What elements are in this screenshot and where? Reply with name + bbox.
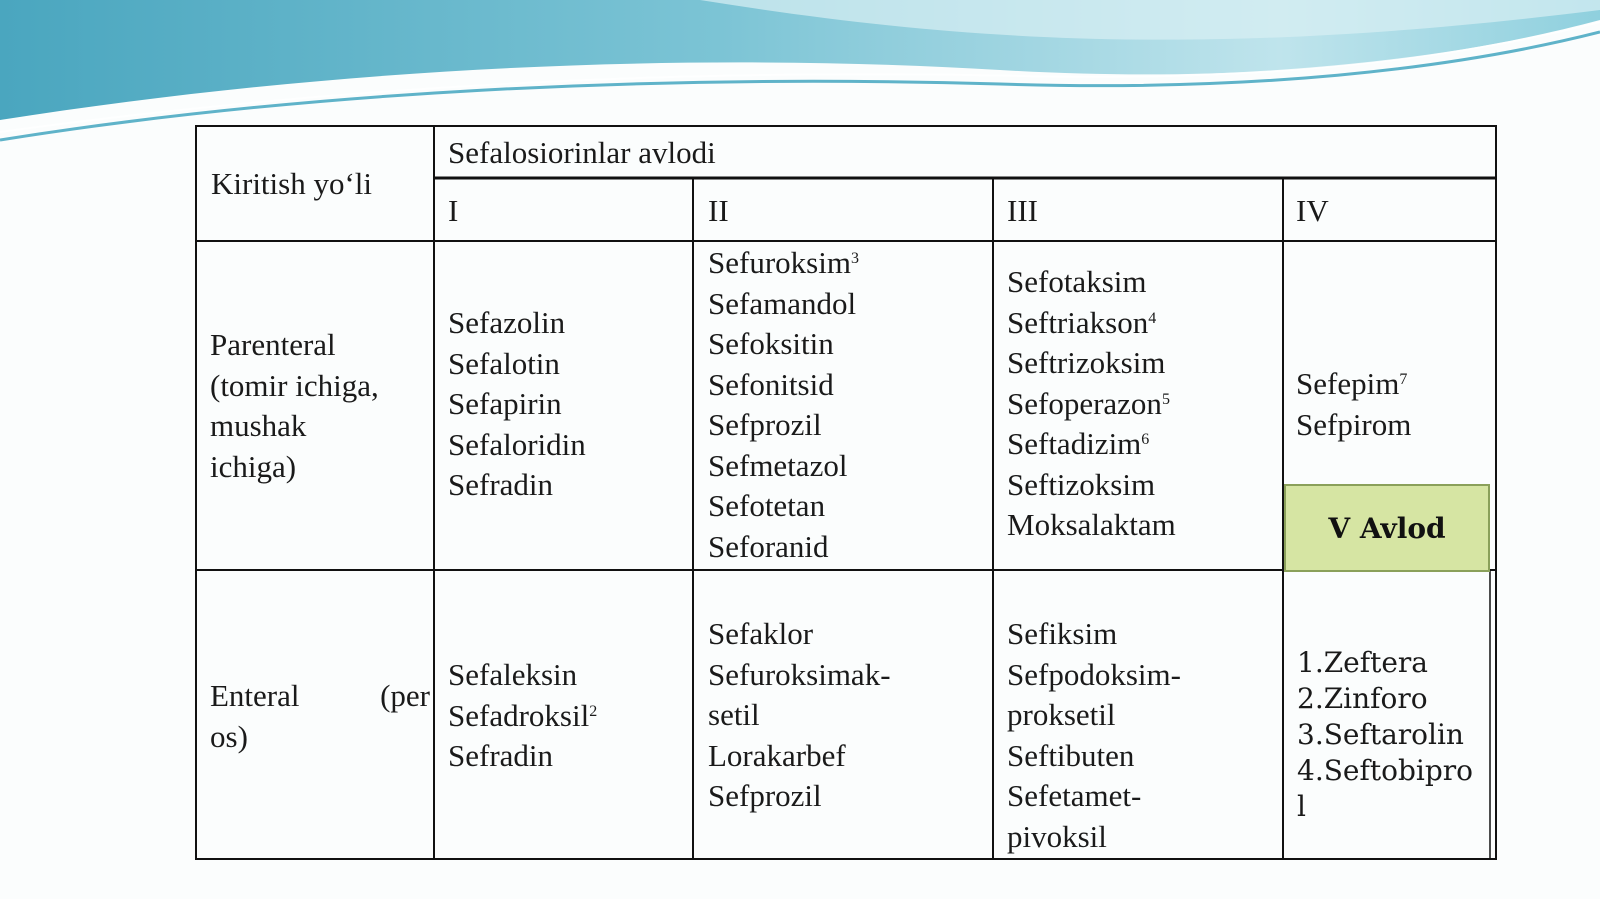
drug-text: Sefoperazon bbox=[1007, 385, 1162, 421]
drug-text: Seftriakson bbox=[1007, 304, 1149, 340]
drug-name: Sefprozil bbox=[708, 778, 822, 813]
generation-header-1: I bbox=[448, 193, 459, 228]
drug-name: Moksalaktam bbox=[1007, 507, 1176, 542]
drug-name: Sefaloridin bbox=[448, 426, 586, 462]
route-line: ichiga) bbox=[210, 448, 297, 484]
list-item: l bbox=[1297, 790, 1306, 823]
drug-name: Sefmetazol bbox=[708, 447, 848, 483]
drug-name bbox=[1007, 424, 1176, 465]
drug-name: Sefamandol bbox=[708, 285, 857, 321]
generation-header-2: II bbox=[708, 193, 729, 228]
list-item: 3.Seftarolin bbox=[1297, 718, 1464, 751]
route-line: Parenteral bbox=[210, 327, 336, 362]
drug-name: Seforanid bbox=[708, 528, 829, 564]
fifth-generation-list bbox=[1297, 645, 1473, 825]
route-line: mushak bbox=[210, 408, 307, 443]
drug-name: Sefradin bbox=[448, 467, 554, 502]
footnote-marker: 2 bbox=[589, 702, 598, 720]
enteral-gen3-drugs bbox=[1007, 614, 1181, 857]
generation-header-3: III bbox=[1007, 193, 1038, 228]
route-enteral bbox=[210, 676, 430, 757]
footnote-marker: 4 bbox=[1148, 309, 1157, 327]
parenteral-gen4-drugs bbox=[1296, 364, 1411, 445]
drug-name bbox=[1007, 384, 1176, 425]
group-header-generations: Sefalosiorinlar avlodi bbox=[448, 135, 716, 170]
drug-name bbox=[448, 696, 597, 737]
drug-name bbox=[708, 243, 859, 284]
drug-name: Sefaleksin bbox=[448, 657, 578, 692]
route-line: os) bbox=[210, 718, 248, 754]
generation-header-4: IV bbox=[1296, 193, 1329, 228]
drug-name: Sefetamet- bbox=[1007, 778, 1142, 813]
drug-name: Sefpodoksim- bbox=[1007, 656, 1181, 692]
footnote-marker: 6 bbox=[1141, 431, 1150, 448]
drug-name: Sefotetan bbox=[708, 488, 826, 523]
drug-name: pivoksil bbox=[1007, 818, 1107, 854]
drug-name: Sefoksitin bbox=[708, 326, 834, 361]
drug-text: Sefuroksim bbox=[708, 245, 851, 280]
drug-name: setil bbox=[708, 697, 760, 732]
drug-text: Sefadroksil bbox=[448, 697, 590, 733]
drug-name: Seftizoksim bbox=[1007, 466, 1156, 502]
enteral-gen2-drugs bbox=[708, 614, 891, 817]
parenteral-gen3-drugs bbox=[1007, 262, 1176, 546]
footnote-marker: 7 bbox=[1399, 371, 1408, 388]
footnote-marker: 5 bbox=[1161, 390, 1170, 408]
route-parenteral bbox=[210, 325, 422, 487]
corner-header-route: Kiritish yo‘li bbox=[211, 166, 373, 201]
footnote-marker: 3 bbox=[850, 250, 859, 267]
route-word: (per bbox=[380, 678, 430, 713]
fifth-generation-label: V Avlod bbox=[1284, 484, 1490, 572]
drug-text: Seftadizim bbox=[1007, 426, 1142, 461]
parenteral-gen1-drugs bbox=[448, 303, 586, 506]
route-line: (tomir ichiga, bbox=[210, 367, 379, 403]
drug-name: Seftibuten bbox=[1007, 737, 1135, 773]
drug-name: Sefpirom bbox=[1296, 406, 1412, 442]
drug-name: Sefaklor bbox=[708, 616, 814, 651]
parenteral-gen2-drugs bbox=[708, 243, 859, 567]
list-item: 1.Zeftera bbox=[1297, 646, 1429, 679]
drug-name: Sefiksim bbox=[1007, 616, 1118, 651]
drug-name: Sefradin bbox=[448, 738, 554, 773]
drug-name bbox=[1007, 303, 1176, 344]
drug-name: Sefotaksim bbox=[1007, 264, 1147, 299]
drug-name: Seftrizoksim bbox=[1007, 345, 1166, 380]
drug-name: Sefazolin bbox=[448, 305, 566, 340]
drug-name: proksetil bbox=[1007, 697, 1116, 732]
drug-name: Sefonitsid bbox=[708, 366, 834, 402]
drug-name: Sefprozil bbox=[708, 407, 822, 442]
route-word: Enteral bbox=[210, 678, 300, 713]
drug-name bbox=[1296, 364, 1411, 405]
drug-text: Sefepim bbox=[1296, 366, 1400, 401]
route-line bbox=[210, 676, 430, 717]
list-item: 4.Seftobipro bbox=[1297, 754, 1473, 787]
drug-name: Lorakarbef bbox=[708, 737, 846, 773]
drug-name: Sefalotin bbox=[448, 345, 560, 381]
enteral-gen1-drugs bbox=[448, 655, 597, 777]
list-item: 2.Zinforo bbox=[1297, 682, 1428, 715]
drug-name: Sefapirin bbox=[448, 386, 562, 421]
drug-name: Sefuroksimak- bbox=[708, 656, 891, 692]
